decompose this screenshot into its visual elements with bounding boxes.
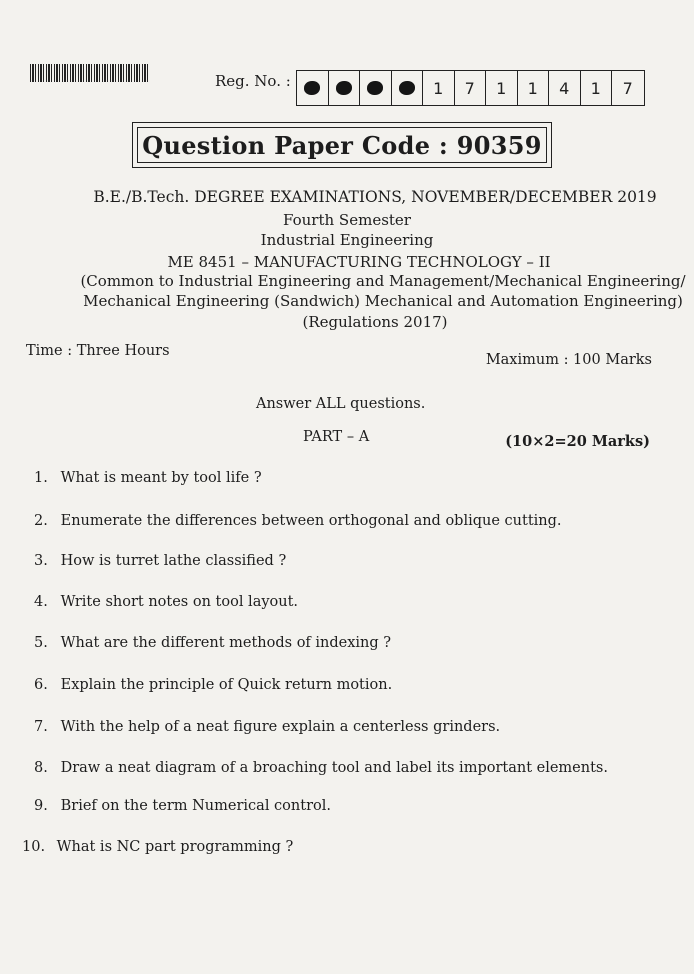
question-item bbox=[34, 760, 608, 776]
question-item bbox=[34, 513, 562, 529]
question-number: 4. bbox=[34, 594, 48, 610]
reg-digit: 4 bbox=[549, 71, 581, 105]
instruction: Answer ALL questions. bbox=[256, 396, 426, 412]
regulations: (Regulations 2017) bbox=[302, 313, 448, 331]
question-item bbox=[34, 553, 286, 569]
time-label: Time : Three Hours bbox=[26, 343, 170, 359]
barcode bbox=[30, 64, 148, 82]
question-item bbox=[34, 594, 298, 610]
subject: ME 8451 – MANUFACTURING TECHNOLOGY – II bbox=[167, 253, 551, 271]
question-item bbox=[22, 839, 293, 855]
exam-title: B.E./B.Tech. DEGREE EXAMINATIONS, NOVEMBER/DECEMBER 2019 bbox=[93, 188, 657, 206]
question-text: Explain the principle of Quick return motion. bbox=[60, 677, 393, 693]
question-paper-code-box bbox=[132, 122, 552, 168]
reg-digit: 1 bbox=[518, 71, 550, 105]
question-text: What is meant by tool life ? bbox=[60, 470, 262, 486]
question-text: Enumerate the differences between orthogonal and oblique cutting. bbox=[60, 513, 562, 529]
ink-blot bbox=[399, 81, 415, 95]
ink-blot bbox=[336, 81, 352, 95]
reg-digit: 1 bbox=[486, 71, 518, 105]
reg-digit: 7 bbox=[622, 78, 633, 98]
question-number: 3. bbox=[34, 553, 48, 569]
question-number: 10. bbox=[22, 839, 46, 855]
common-line-1: (Common to Industrial Engineering and Management/Mechanical Engineering/ bbox=[80, 272, 686, 290]
question-item bbox=[34, 470, 262, 486]
question-text: What is NC part programming ? bbox=[56, 839, 294, 855]
question-text: With the help of a neat figure explain a centerless grinders. bbox=[60, 719, 501, 735]
question-text: How is turret lathe classified ? bbox=[60, 553, 287, 569]
question-number: 8. bbox=[34, 760, 48, 776]
reg-digit: 1 bbox=[423, 71, 455, 105]
question-text: Draw a neat diagram of a broaching tool and label its important elements. bbox=[60, 760, 608, 776]
reg-no-boxes bbox=[296, 70, 645, 106]
reg-digit: 7 bbox=[455, 71, 487, 105]
part-heading: PART – A bbox=[303, 429, 370, 445]
part-marks: (10×2=20 Marks) bbox=[505, 433, 650, 450]
question-item bbox=[34, 677, 392, 693]
common-line-2: Mechanical Engineering (Sandwich) Mechanical and Automation Engineering) bbox=[83, 292, 683, 310]
maximum-marks: Maximum : 100 Marks bbox=[485, 352, 652, 368]
question-item bbox=[34, 719, 500, 735]
semester: Fourth Semester bbox=[283, 211, 411, 229]
reg-box bbox=[360, 71, 392, 105]
question-item bbox=[34, 798, 331, 814]
reg-no-label: Reg. No. : bbox=[215, 72, 291, 90]
reg-digit: 1 bbox=[581, 71, 613, 105]
ink-blot bbox=[304, 81, 320, 95]
reg-box bbox=[329, 71, 361, 105]
question-paper-code: Question Paper Code : 90359 bbox=[142, 130, 542, 160]
question-number: 7. bbox=[34, 719, 48, 735]
question-number: 6. bbox=[34, 677, 48, 693]
question-text: Brief on the term Numerical control. bbox=[60, 798, 331, 814]
question-number: 1. bbox=[34, 470, 48, 486]
question-number: 5. bbox=[34, 635, 48, 651]
question-text: What are the different methods of indexing ? bbox=[60, 635, 392, 651]
branch: Industrial Engineering bbox=[260, 231, 434, 249]
question-number: 9. bbox=[34, 798, 48, 814]
reg-box bbox=[392, 71, 424, 105]
question-item bbox=[34, 635, 391, 651]
question-number: 2. bbox=[34, 513, 48, 529]
question-text: Write short notes on tool layout. bbox=[60, 594, 299, 610]
ink-blot bbox=[367, 81, 383, 95]
reg-box bbox=[297, 71, 329, 105]
